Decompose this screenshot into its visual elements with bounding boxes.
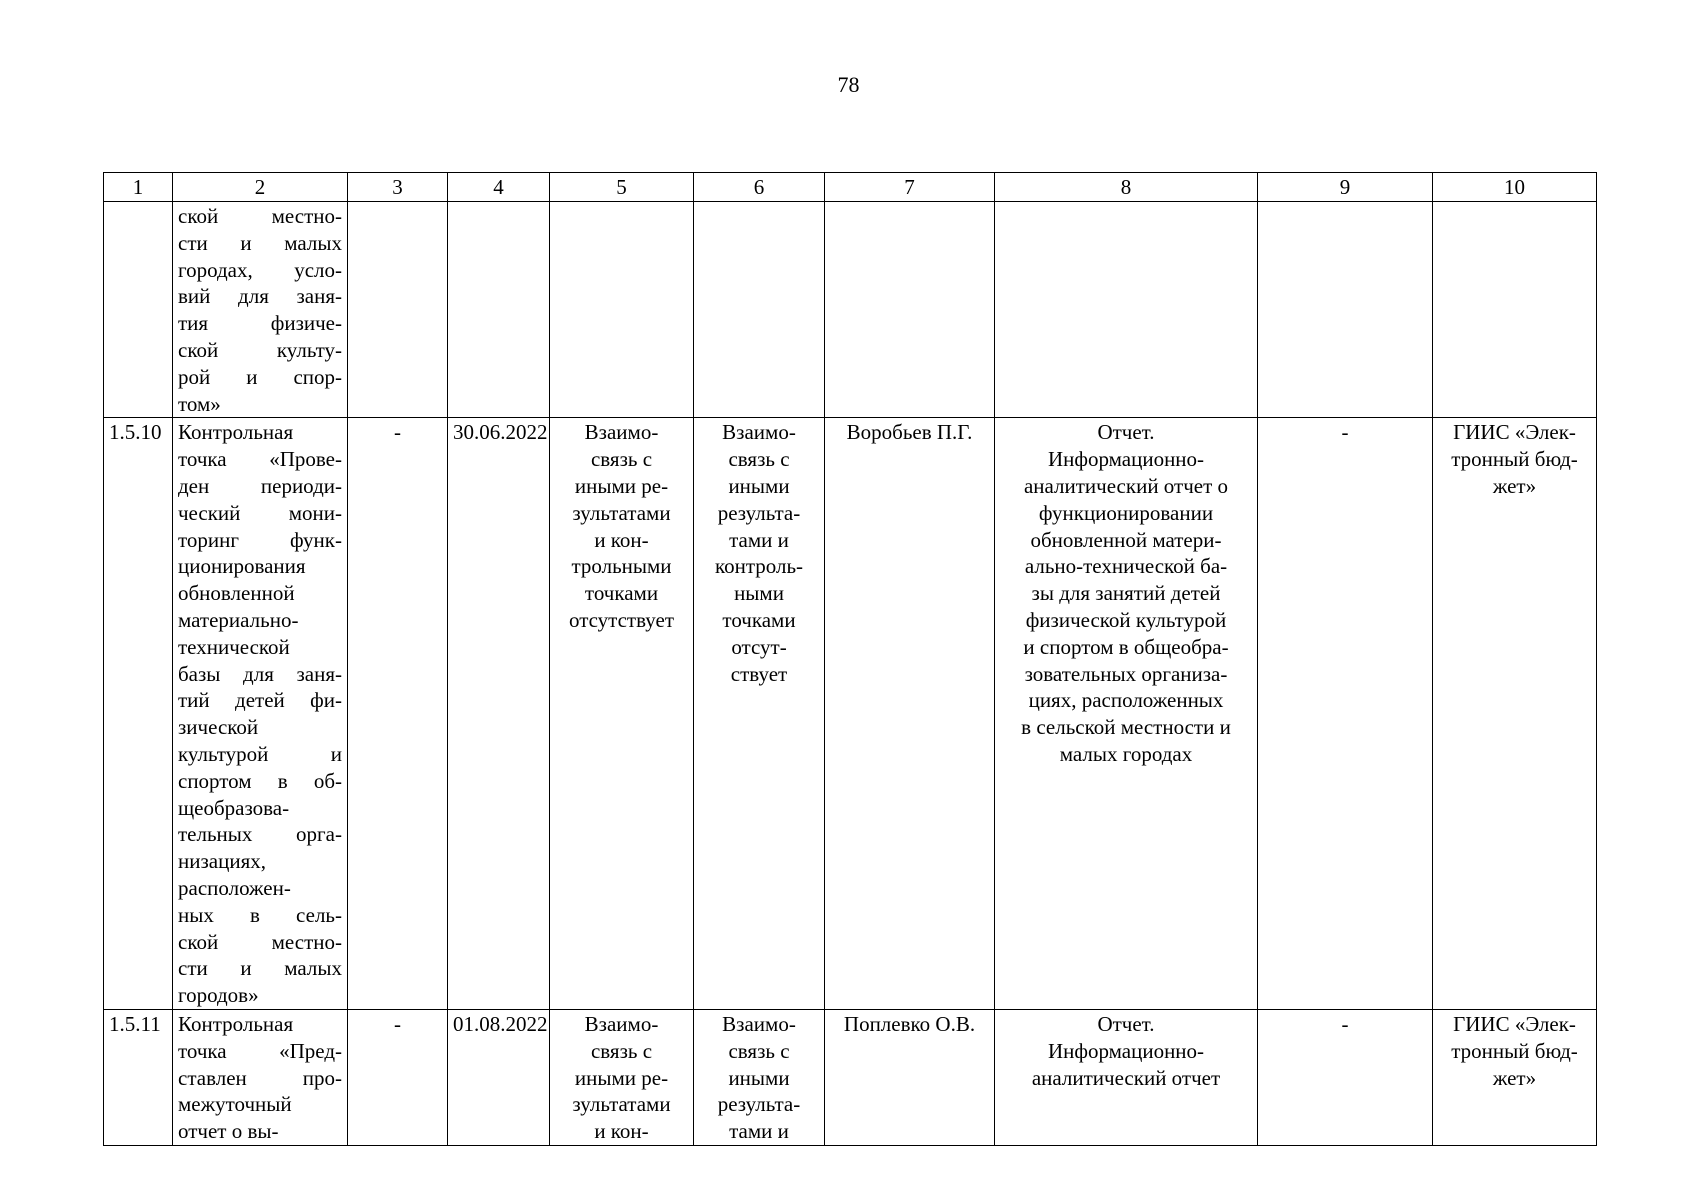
cell-text-line: щеобразова- (178, 795, 290, 820)
cell-text-line: ствует (730, 661, 788, 686)
cell-text-line: материально- (178, 607, 299, 632)
plan-table (103, 172, 1597, 1146)
column-number-1: 1 (104, 173, 173, 202)
cell-text-line: аналитический отчет (1031, 1065, 1221, 1090)
cell-text-line: ческий мони- (178, 500, 342, 525)
cell-document (995, 1009, 1258, 1145)
cell-text-line: отсутствует (568, 607, 675, 632)
cell-text-line: спортом в об- (178, 768, 342, 793)
cell-text-line: иными ре- (574, 1065, 669, 1090)
cell-text-line: базы для заня- (178, 661, 342, 686)
cell-document (995, 418, 1258, 1010)
cell-system (1433, 1009, 1597, 1145)
table-row (104, 1009, 1597, 1145)
cell-text-line: Взаимо- (722, 420, 796, 445)
cell-text-line: точками (722, 607, 796, 632)
cell-text-line: жет» (1492, 1065, 1537, 1090)
cell-text-line: обновленной матери- (1030, 527, 1222, 552)
cell-text-line: Информационно- (1047, 1038, 1205, 1063)
cell-col9 (1258, 202, 1433, 418)
cell-col8 (995, 202, 1258, 418)
cell-text-line: технической (178, 634, 290, 659)
cell-text-line: и спортом в общеобра- (1023, 634, 1229, 659)
cell-text-line: Взаимо- (584, 420, 659, 445)
cell-col4 (448, 202, 550, 418)
cell-col3 (348, 202, 448, 418)
cell-text-line: Взаимо- (584, 1011, 659, 1036)
cell-col5 (550, 1009, 694, 1145)
cell-text-line: ных в сель- (178, 902, 342, 927)
column-number-10: 10 (1433, 173, 1597, 202)
cell-text-line: жет» (1492, 473, 1537, 498)
cell-text-line: расположен- (178, 875, 291, 900)
cell-text-line: связь с (728, 447, 790, 472)
cell-text-line: физической культурой (1025, 607, 1227, 632)
row-id: 1.5.10 (104, 418, 173, 1010)
cell-text-line: точка «Пред- (178, 1038, 342, 1063)
cell-text-line: сти и малых (178, 956, 342, 981)
cell-date: 30.06.2022 (448, 418, 550, 1010)
cell-text-line: точка «Прове- (178, 447, 342, 472)
cell-text-line: том» (178, 391, 221, 416)
cell-text-line: трольными (571, 554, 672, 579)
cell-text-line: Контрольная (178, 1011, 294, 1036)
cell-text-line: малых городах (1059, 741, 1193, 766)
cell-text-line: Взаимо- (722, 1011, 796, 1036)
cell-text-line: связь с (728, 1038, 790, 1063)
cell-text-line: функционировании (1038, 500, 1214, 525)
column-number-3: 3 (348, 173, 448, 202)
cell-col10 (1433, 202, 1597, 418)
column-number-4: 4 (448, 173, 550, 202)
cell-text-line: контроль- (714, 554, 804, 579)
cell-text-line: тельных орга- (178, 822, 342, 847)
cell-text-line: ГИИС «Элек- (1453, 1011, 1576, 1036)
cell-text-line: городов» (178, 983, 259, 1008)
cell-col9: - (1258, 1009, 1433, 1145)
cell-date: 01.08.2022 (448, 1009, 550, 1145)
cell-text-line: отсут- (731, 634, 787, 659)
cell-text-line: зовательных организа- (1024, 661, 1228, 686)
cell-text-line: ционирования (178, 554, 306, 579)
cell-text-line: ден периоди- (178, 473, 342, 498)
cell-text-line: ставлен про- (178, 1065, 342, 1090)
column-number-9: 9 (1258, 173, 1433, 202)
column-number-6: 6 (694, 173, 825, 202)
column-number-7: 7 (825, 173, 995, 202)
cell-text-line: связь с (590, 447, 653, 472)
cell-id (104, 202, 173, 418)
cell-text-line: тами и (729, 527, 789, 552)
column-number-5: 5 (550, 173, 694, 202)
cell-text-line: зической (178, 715, 259, 740)
cell-text-line: ными (734, 581, 784, 606)
cell-text-line: низациях, (178, 849, 266, 874)
cell-col5 (550, 418, 694, 1010)
cell-text-line: Информационно- (1047, 447, 1205, 472)
cell-text-line: вий для заня- (178, 284, 342, 309)
cell-col7 (825, 202, 995, 418)
cell-col6 (694, 418, 825, 1010)
cell-col3: - (348, 418, 448, 1010)
cell-text-line: культурой и (178, 741, 342, 766)
cell-text-line: тронный бюд- (1451, 447, 1578, 472)
column-number-2: 2 (173, 173, 348, 202)
cell-col6 (694, 1009, 825, 1145)
cell-text-line: межуточный (178, 1092, 292, 1117)
cell-text-line: городах, усло- (178, 257, 342, 282)
cell-text-line: сти и малых (178, 230, 342, 255)
cell-col6 (694, 202, 825, 418)
cell-text-line: ской культу- (178, 337, 342, 362)
cell-responsible: Поплевко О.В. (825, 1009, 995, 1145)
cell-text-line: ально-технической ба- (1024, 554, 1228, 579)
cell-text-line: Контрольная (178, 420, 294, 445)
cell-text-line: и кон- (594, 527, 649, 552)
cell-text-line: иными (728, 473, 790, 498)
cell-text-line: рой и спор- (178, 364, 342, 389)
cell-text-line: тронный бюд- (1451, 1038, 1578, 1063)
cell-text-line: иными (728, 1065, 790, 1090)
table-row-continuation (104, 202, 1597, 418)
cell-text-line: связь с (590, 1038, 653, 1063)
cell-text-line: в сельской местности и (1021, 715, 1231, 740)
page-number: 78 (837, 72, 860, 97)
cell-text-line: тий детей фи- (178, 688, 342, 713)
cell-text-line: обновленной (178, 581, 295, 606)
row-id: 1.5.11 (104, 1009, 173, 1145)
cell-col3: - (348, 1009, 448, 1145)
cell-description (173, 418, 348, 1010)
cell-text-line: и кон- (594, 1119, 649, 1144)
cell-description (173, 1009, 348, 1145)
cell-text-line: тами и (729, 1119, 789, 1144)
cell-text-line: результа- (717, 1092, 801, 1117)
cell-system (1433, 418, 1597, 1010)
cell-responsible: Воробьев П.Г. (825, 418, 995, 1010)
cell-text-line: циях, расположенных (1028, 688, 1224, 713)
cell-text-line: ской местно- (178, 929, 342, 954)
cell-description (173, 202, 348, 418)
cell-text-line: зультатами (572, 1092, 671, 1117)
cell-text-line: точками (584, 581, 659, 606)
cell-text-line: зы для занятий детей (1031, 581, 1221, 606)
cell-text-line: Отчет. (1097, 420, 1155, 445)
table-row (104, 418, 1597, 1010)
cell-text-line: результа- (717, 500, 801, 525)
column-number-8: 8 (995, 173, 1258, 202)
cell-text-line: отчет о вы- (178, 1119, 279, 1144)
cell-text-line: тия физиче- (178, 311, 342, 336)
cell-text-line: ской местно- (178, 204, 342, 228)
cell-col9: - (1258, 418, 1433, 1010)
cell-text-line: иными ре- (574, 473, 669, 498)
cell-text-line: зультатами (572, 500, 671, 525)
cell-text-line: ГИИС «Элек- (1453, 420, 1576, 445)
cell-col5 (550, 202, 694, 418)
cell-text-line: аналитический отчет о (1023, 473, 1229, 498)
cell-text-line: Отчет. (1097, 1011, 1155, 1036)
cell-text-line: торинг функ- (178, 527, 342, 552)
table-header-row (104, 173, 1597, 202)
